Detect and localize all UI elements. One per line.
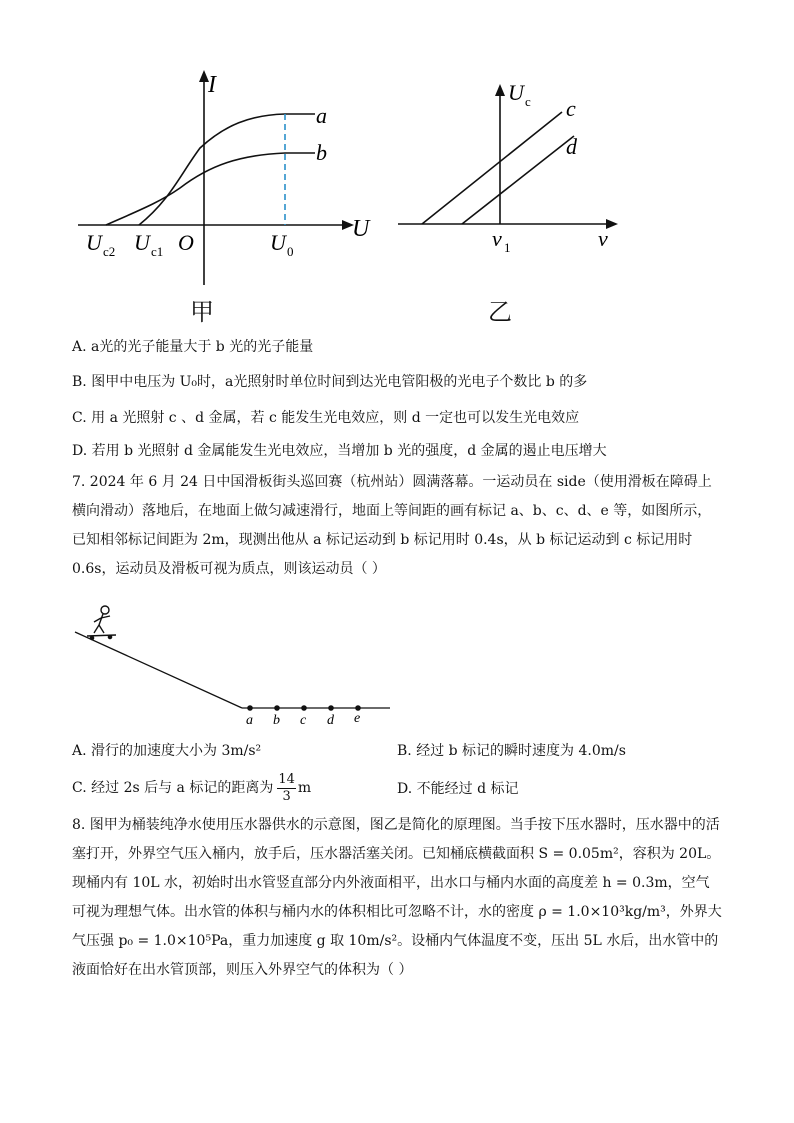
q7-option-c-numerator: 14 (278, 771, 295, 787)
ramp-line (75, 632, 242, 708)
uc2-label: U (86, 230, 102, 255)
line-c (422, 112, 562, 224)
curve-b-label: b (316, 140, 327, 165)
figure-yi (390, 70, 630, 260)
mark-b-dot (274, 705, 280, 711)
q7-option-c-text: C. 经过 2s 后与 a 标记的距离为 (72, 780, 274, 796)
q6-option-a: A. a光的光子能量大于 b 光的光子能量 (72, 339, 314, 355)
u0-sub: 0 (287, 244, 294, 259)
line-d (462, 136, 574, 224)
mark-c-label: c (300, 713, 307, 728)
mark-c-dot (301, 705, 307, 711)
u0-label: U (270, 230, 286, 255)
axis-uc-sub: c (525, 94, 531, 109)
q7-option-a: A. 滑行的加速度大小为 3m/s² (72, 743, 262, 759)
axis-u-label: U (352, 216, 370, 242)
mark-e-label: e (354, 711, 361, 726)
axis-nu-label: ν (598, 226, 608, 251)
axis-nu-arrow (606, 219, 618, 229)
uc1-sub: c1 (151, 244, 164, 259)
mark-d-label: d (327, 713, 334, 728)
axis-uc-label: U (508, 80, 524, 105)
uc1-label: U (134, 230, 150, 255)
q6-option-d: D. 若用 b 光照射 d 金属能发生光电效应，当增加 b 光的强度，d 金属的遏止电压增大 (72, 443, 607, 459)
q6-option-b: B. 图甲中电压为 U₀时，a光照射时单位时间到达光电管阳极的光电子个数比 b 的多 (72, 374, 588, 390)
nu1-sub: 1 (504, 240, 511, 255)
curve-b (106, 153, 315, 225)
q7-option-b: B. 经过 b 标记的瞬时速度为 4.0m/s (397, 743, 626, 759)
axis-i-label: I (208, 72, 216, 98)
q8-stem: 8. 图甲为桶装纯净水使用压水器供水的示意图，图乙是简化的原理图。当手按下压水器时，压水器中的活塞打开，外界空气压入桶内，放手后，压水器活塞关闭。已知桶底横截面积 S = 0.05m²，容积为 20L。现桶内有 10L 水，初始时出水管竖直部分内外液面相平，出水口与桶内水面的高度差 h = 0.3m，空气可视为理想气体。出水管的体积与桶内水的体积相比可忽略不计，水的密度 ρ = 1.0×10³kg/m³，外界大气压强 p₀ = 1.0×10⁵Pa，重力加速度 g 取 10m/s²。设桶内气体温度不变，压出 5L 水后，出水管中的液面恰好在出水管顶部，则压入外界空气的体积为（ ） (72, 817, 722, 978)
mark-d-dot (328, 705, 334, 711)
skater-figure (87, 606, 116, 640)
q7-figure (72, 600, 402, 730)
origin-label: O (178, 230, 194, 255)
q7-stem: 7. 2024 年 6 月 24 日中国滑板街头巡回赛（杭州站）圆满落幕。一运动员在 side（使用滑板在障碍上横向滑动）落地后，在地面上做匀减速滑行，地面上等间距的画有标记 a、b、c、d、e 等，如图所示，已知相邻标记间距为 2m，现测出他从 a 标记运动到 b 标记用时 0.4s，从 b 标记运动到 c 标记用时 0.6s，运动员及滑板可视为质点，则该运动员（ ） (72, 474, 712, 577)
q7-option-c-denominator: 3 (282, 788, 291, 804)
nu1-label: ν (492, 226, 502, 251)
q7-option-c-fraction (277, 772, 296, 805)
q6-option-c: C. 用 a 光照射 c 、d 金属，若 c 能发生光电效应，则 d 一定也可以发生光电效应 (72, 410, 580, 426)
q7-option-d: D. 不能经过 d 标记 (397, 781, 519, 797)
mark-a-label: a (246, 713, 253, 728)
uc2-sub: c2 (103, 244, 116, 259)
axis-uc-arrow (495, 84, 505, 96)
figure-jia-caption: 甲 (190, 298, 214, 326)
curve-a-label: a (316, 103, 327, 128)
line-c-label: c (566, 96, 576, 121)
q7-option-c-unit: m (297, 780, 312, 796)
mark-b-label: b (273, 713, 280, 728)
figure-yi-caption: 乙 (488, 298, 512, 326)
mark-e-dot (355, 705, 361, 711)
q7-option-c (72, 768, 311, 808)
figure-jia (60, 60, 390, 330)
mark-a-dot (247, 705, 253, 711)
line-d-label: d (566, 134, 577, 159)
curve-a (139, 114, 315, 225)
